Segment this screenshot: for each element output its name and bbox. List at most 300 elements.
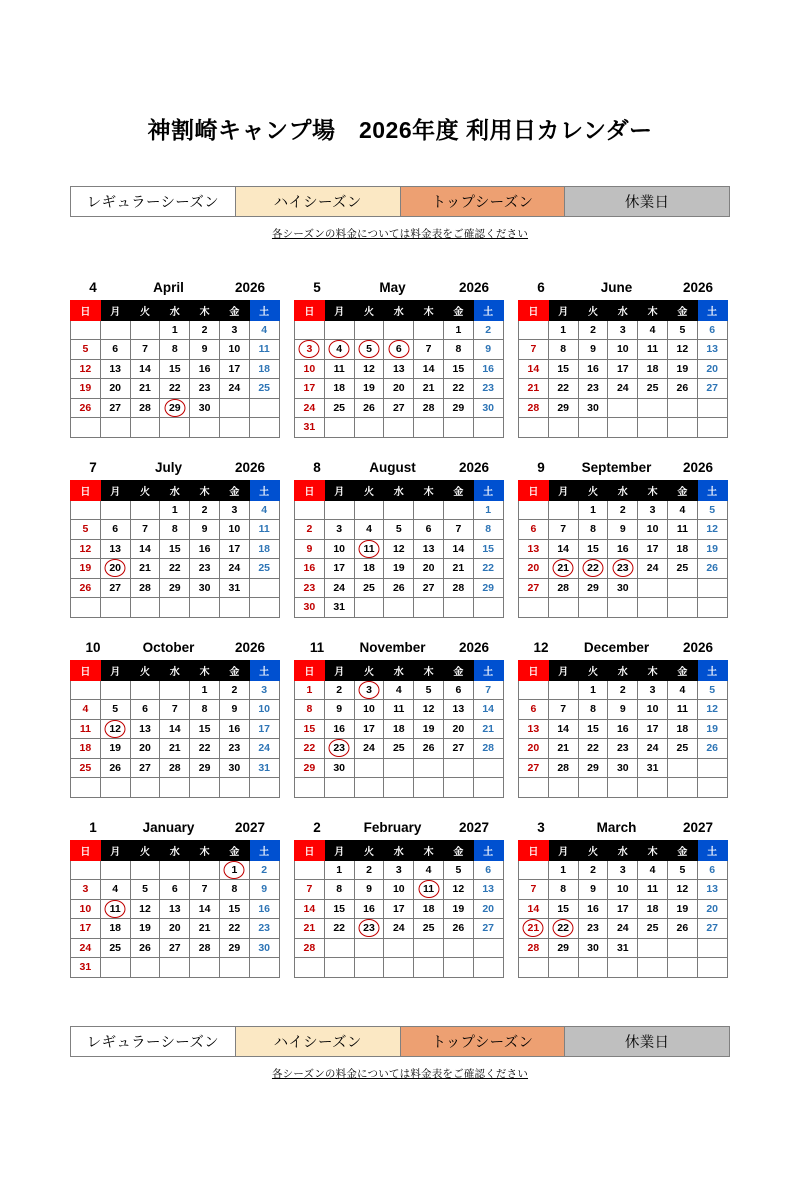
day-cell-8-29 [473, 578, 503, 598]
day-cell-6-7 [519, 340, 549, 360]
day-cell-5-23 [473, 379, 503, 399]
day-number: 14 [422, 362, 435, 375]
day-cell-7-19 [71, 559, 101, 579]
weekday-header-5: 金 [443, 481, 473, 501]
month-table [518, 480, 728, 618]
day-number: 29 [303, 761, 316, 774]
weekday-header-5: 金 [667, 661, 697, 681]
week-row [519, 539, 728, 559]
weekday-header-2: 火 [578, 841, 608, 861]
day-number: 16 [616, 542, 629, 555]
day-cell-10-30 [219, 758, 249, 778]
day-cell-7-13 [100, 539, 130, 559]
day-cell-10-14 [160, 719, 190, 739]
day-cell-12-16 [608, 719, 638, 739]
day-cell-10-21 [160, 739, 190, 759]
day-number: 7 [485, 683, 492, 696]
day-number: 29 [587, 581, 599, 594]
day-cell-11-10 [354, 700, 384, 720]
day-cell-10-22 [190, 739, 220, 759]
day-number: 18 [333, 382, 346, 395]
weekday-header-6: 土 [473, 661, 503, 681]
day-cell-8-21 [443, 559, 473, 579]
day-cell-10-6 [130, 700, 160, 720]
empty-cell [697, 758, 727, 778]
day-cell-2-16 [354, 899, 384, 919]
month-header [518, 640, 727, 660]
month-header [518, 460, 727, 480]
month-name: May [379, 280, 406, 295]
day-number: 1 [560, 323, 567, 336]
day-cell-3-20 [697, 899, 727, 919]
week-row [295, 739, 504, 759]
empty-cell [667, 578, 697, 598]
day-cell-1-16 [249, 899, 279, 919]
week-row [71, 340, 280, 360]
day-number: 1 [231, 863, 238, 876]
empty-cell [519, 500, 549, 520]
day-number: 7 [171, 703, 178, 716]
weekday-header-1: 月 [324, 481, 354, 501]
day-number: 7 [530, 343, 537, 356]
day-number: 16 [363, 902, 375, 915]
month-number: 8 [313, 460, 321, 475]
day-number: 2 [336, 683, 343, 696]
weekday-header-0: 日 [295, 481, 325, 501]
day-cell-6-29 [548, 398, 578, 418]
month-year: 2026 [234, 280, 266, 295]
day-cell-12-29 [578, 758, 608, 778]
weekday-header-0: 日 [519, 481, 549, 501]
weekday-header-row [71, 481, 280, 501]
day-number: 27 [392, 401, 405, 414]
day-cell-3-30 [578, 938, 608, 958]
day-number: 18 [646, 902, 659, 915]
day-cell-7-9 [190, 520, 220, 540]
day-number: 18 [109, 922, 122, 935]
day-cell-9-12 [697, 520, 727, 540]
day-cell-7-27 [100, 578, 130, 598]
day-cell-4-21 [130, 379, 160, 399]
day-number: 25 [258, 382, 271, 395]
day-number: 1 [171, 503, 178, 516]
day-cell-5-6 [384, 340, 414, 360]
day-number: 27 [109, 581, 122, 594]
weekday-header-4: 木 [638, 481, 668, 501]
day-number: 30 [482, 401, 495, 414]
day-number: 31 [228, 581, 241, 594]
day-number: 29 [587, 761, 599, 774]
empty-cell [667, 758, 697, 778]
day-cell-12-3 [638, 680, 668, 700]
day-cell-7-30 [190, 578, 220, 598]
weekday-header-6: 土 [473, 841, 503, 861]
day-cell-4-22 [160, 379, 190, 399]
day-number: 8 [560, 343, 567, 356]
day-cell-6-30 [578, 398, 608, 418]
weekday-header-5: 金 [219, 481, 249, 501]
day-number: 23 [616, 742, 629, 755]
day-number: 25 [676, 742, 689, 755]
weekday-header-1: 月 [548, 661, 578, 681]
day-cell-1-13 [160, 899, 190, 919]
day-number: 4 [112, 883, 119, 896]
day-number: 30 [616, 581, 629, 594]
day-cell-5-4 [324, 340, 354, 360]
day-cell-1-9 [249, 880, 279, 900]
day-number: 4 [679, 683, 686, 696]
weekday-header-3: 水 [384, 661, 414, 681]
day-cell-8-28 [443, 578, 473, 598]
day-cell-5-14 [414, 359, 444, 379]
day-number: 11 [647, 343, 659, 356]
month-header [518, 820, 727, 840]
weekday-header-5: 金 [443, 841, 473, 861]
weekday-header-2: 火 [578, 301, 608, 321]
day-number: 2 [231, 683, 238, 696]
day-number: 1 [485, 503, 492, 516]
day-cell-10-16 [219, 719, 249, 739]
weekday-header-1: 月 [100, 301, 130, 321]
weekday-header-6: 土 [473, 301, 503, 321]
week-row [295, 778, 504, 798]
day-number: 25 [333, 401, 346, 414]
day-number: 23 [258, 922, 271, 935]
day-cell-6-14 [519, 359, 549, 379]
day-number: 16 [587, 362, 599, 375]
empty-cell [519, 680, 549, 700]
day-number: 8 [560, 883, 567, 896]
day-cell-4-7 [130, 340, 160, 360]
day-cell-8-15 [473, 539, 503, 559]
month-header [294, 460, 503, 480]
day-number: 16 [198, 542, 211, 555]
day-cell-9-26 [697, 559, 727, 579]
day-cell-9-25 [667, 559, 697, 579]
day-number: 13 [706, 343, 719, 356]
weekday-header-row [295, 481, 504, 501]
day-number: 1 [306, 683, 313, 696]
week-row [295, 398, 504, 418]
day-number: 5 [112, 703, 119, 716]
week-row [71, 778, 280, 798]
day-cell-11-5 [414, 680, 444, 700]
day-number: 23 [616, 562, 629, 575]
day-number: 9 [590, 343, 596, 356]
day-cell-11-28 [473, 739, 503, 759]
weekday-header-4: 木 [414, 481, 444, 501]
day-number: 19 [676, 362, 689, 375]
week-row [519, 938, 728, 958]
day-cell-2-10 [384, 880, 414, 900]
day-number: 26 [452, 922, 465, 935]
day-number: 2 [261, 863, 268, 876]
empty-cell [219, 958, 249, 978]
month-header [294, 280, 503, 300]
day-cell-6-1 [548, 320, 578, 340]
month-header [294, 820, 503, 840]
month-3 [518, 820, 727, 1000]
empty-cell [71, 860, 101, 880]
day-number: 16 [198, 362, 211, 375]
day-number: 9 [261, 883, 268, 896]
day-number: 17 [79, 922, 92, 935]
week-row [295, 578, 504, 598]
day-cell-11-19 [414, 719, 444, 739]
day-cell-9-30 [608, 578, 638, 598]
week-row [71, 899, 280, 919]
empty-cell [473, 778, 503, 798]
day-cell-8-30 [295, 598, 325, 618]
day-number: 30 [587, 401, 599, 414]
day-cell-10-8 [190, 700, 220, 720]
day-cell-9-5 [697, 500, 727, 520]
day-cell-4-18 [249, 359, 279, 379]
empty-cell [667, 958, 697, 978]
day-number: 6 [112, 343, 119, 356]
weekday-header-1: 月 [100, 841, 130, 861]
weekday-header-2: 火 [130, 841, 160, 861]
day-cell-5-1 [443, 320, 473, 340]
day-cell-8-22 [473, 559, 503, 579]
weekday-header-3: 水 [608, 841, 638, 861]
empty-cell [219, 778, 249, 798]
day-cell-2-6 [473, 860, 503, 880]
day-number: 11 [363, 542, 375, 555]
day-cell-11-29 [295, 758, 325, 778]
day-number: 10 [333, 542, 346, 555]
day-cell-5-18 [324, 379, 354, 399]
week-row [295, 958, 504, 978]
day-cell-10-23 [219, 739, 249, 759]
empty-cell [414, 758, 444, 778]
month-number: 4 [89, 280, 97, 295]
day-number: 8 [306, 703, 313, 716]
day-cell-5-16 [473, 359, 503, 379]
day-cell-4-26 [71, 398, 101, 418]
day-number: 17 [392, 902, 405, 915]
weekday-header-3: 水 [384, 481, 414, 501]
day-number: 22 [482, 562, 495, 575]
day-number: 14 [139, 542, 151, 555]
day-number: 23 [333, 742, 346, 755]
day-number: 22 [168, 562, 181, 575]
day-cell-8-3 [324, 520, 354, 540]
day-cell-3-9 [578, 880, 608, 900]
week-row [71, 559, 280, 579]
day-cell-1-4 [100, 880, 130, 900]
day-number: 8 [201, 703, 208, 716]
month-name: June [600, 280, 633, 295]
day-cell-3-3 [608, 860, 638, 880]
empty-cell [100, 860, 130, 880]
weekday-header-1: 月 [324, 661, 354, 681]
day-number: 10 [258, 703, 271, 716]
day-cell-8-12 [384, 539, 414, 559]
week-row [71, 700, 280, 720]
weekday-header-0: 日 [295, 301, 325, 321]
weekday-header-row [295, 841, 504, 861]
day-number: 17 [616, 902, 629, 915]
day-cell-1-26 [130, 938, 160, 958]
day-number: 15 [168, 362, 181, 375]
empty-cell [578, 778, 608, 798]
day-number: 25 [392, 742, 405, 755]
day-number: 4 [261, 323, 268, 336]
day-cell-5-30 [473, 398, 503, 418]
day-number: 10 [228, 343, 241, 356]
empty-cell [473, 758, 503, 778]
day-cell-9-27 [519, 578, 549, 598]
day-number: 29 [482, 581, 495, 594]
day-number: 4 [366, 523, 372, 536]
day-number: 19 [79, 562, 92, 575]
empty-cell [324, 418, 354, 438]
day-number: 23 [482, 382, 495, 395]
day-number: 7 [201, 883, 208, 896]
day-cell-2-23 [354, 919, 384, 939]
day-cell-9-15 [578, 539, 608, 559]
empty-cell [384, 418, 414, 438]
month-number: 1 [89, 820, 97, 835]
day-number: 11 [393, 703, 405, 716]
day-cell-2-19 [443, 899, 473, 919]
day-cell-1-31 [71, 958, 101, 978]
day-cell-11-23 [324, 739, 354, 759]
day-number: 15 [303, 722, 316, 735]
month-5 [294, 280, 503, 460]
week-row [295, 700, 504, 720]
day-number: 19 [79, 382, 92, 395]
day-cell-9-14 [548, 539, 578, 559]
day-number: 31 [333, 601, 346, 614]
empty-cell [638, 398, 668, 418]
day-number: 25 [646, 382, 659, 395]
empty-cell [160, 958, 190, 978]
day-cell-12-23 [608, 739, 638, 759]
empty-cell [249, 598, 279, 618]
day-cell-6-12 [667, 340, 697, 360]
legend-note-bottom: 各シーズンの料金については料金表をご確認ください [271, 1068, 529, 1080]
day-cell-12-1 [578, 680, 608, 700]
day-cell-8-25 [354, 578, 384, 598]
day-cell-2-13 [473, 880, 503, 900]
day-cell-4-14 [130, 359, 160, 379]
day-number: 11 [676, 703, 688, 716]
day-number: 24 [79, 941, 92, 954]
day-cell-3-29 [548, 938, 578, 958]
day-number: 1 [171, 323, 178, 336]
day-number: 6 [455, 683, 462, 696]
day-cell-12-24 [638, 739, 668, 759]
day-number: 15 [587, 542, 599, 555]
day-number: 3 [619, 863, 626, 876]
day-number: 10 [616, 883, 629, 896]
day-cell-2-25 [414, 919, 444, 939]
day-cell-2-15 [324, 899, 354, 919]
empty-cell [638, 958, 668, 978]
page-title: 神割崎キャンプ場 2026年度 利用日カレンダー [147, 117, 653, 143]
day-number: 13 [109, 362, 122, 375]
day-cell-4-3 [219, 320, 249, 340]
day-cell-12-11 [667, 700, 697, 720]
empty-cell [71, 680, 101, 700]
day-number: 20 [482, 902, 495, 915]
day-number: 13 [527, 722, 540, 735]
week-row [519, 719, 728, 739]
weekday-header-5: 金 [443, 661, 473, 681]
week-row [71, 880, 280, 900]
day-cell-5-3 [295, 340, 325, 360]
day-number: 5 [679, 323, 686, 336]
empty-cell [324, 320, 354, 340]
empty-cell [295, 500, 325, 520]
weekday-header-6: 土 [249, 841, 279, 861]
day-cell-6-26 [667, 379, 697, 399]
day-cell-9-8 [578, 520, 608, 540]
month-4 [70, 280, 279, 460]
month-table [518, 660, 728, 798]
day-cell-11-22 [295, 739, 325, 759]
day-number: 28 [168, 761, 181, 774]
day-number: 26 [676, 922, 689, 935]
day-number: 28 [527, 941, 540, 954]
day-cell-4-13 [100, 359, 130, 379]
weekday-header-5: 金 [443, 301, 473, 321]
day-cell-3-31 [608, 938, 638, 958]
empty-cell [667, 418, 697, 438]
month-name: July [154, 460, 182, 475]
day-cell-11-2 [324, 680, 354, 700]
week-row [519, 320, 728, 340]
week-row [295, 359, 504, 379]
day-cell-9-3 [638, 500, 668, 520]
month-name: January [142, 820, 195, 835]
day-cell-9-19 [697, 539, 727, 559]
day-cell-9-9 [608, 520, 638, 540]
empty-cell [71, 418, 101, 438]
day-number: 11 [258, 523, 270, 536]
day-cell-11-18 [384, 719, 414, 739]
day-number: 20 [706, 362, 719, 375]
day-number: 29 [168, 581, 181, 594]
empty-cell [414, 418, 444, 438]
day-number: 15 [228, 902, 241, 915]
day-cell-10-2 [219, 680, 249, 700]
week-row [519, 559, 728, 579]
day-cell-4-5 [71, 340, 101, 360]
day-cell-7-21 [130, 559, 160, 579]
day-number: 30 [303, 601, 316, 614]
day-cell-7-2 [190, 500, 220, 520]
month-year: 2026 [682, 640, 714, 655]
day-cell-12-18 [667, 719, 697, 739]
day-number: 12 [706, 703, 719, 716]
day-number: 7 [560, 703, 567, 716]
day-cell-2-24 [384, 919, 414, 939]
day-cell-7-12 [71, 539, 101, 559]
day-cell-3-23 [578, 919, 608, 939]
week-row [295, 500, 504, 520]
day-cell-8-9 [295, 539, 325, 559]
day-cell-10-1 [190, 680, 220, 700]
day-number: 28 [422, 401, 435, 414]
day-cell-9-11 [667, 520, 697, 540]
day-cell-4-25 [249, 379, 279, 399]
empty-cell [384, 598, 414, 618]
empty-cell [190, 418, 220, 438]
day-cell-9-10 [638, 520, 668, 540]
